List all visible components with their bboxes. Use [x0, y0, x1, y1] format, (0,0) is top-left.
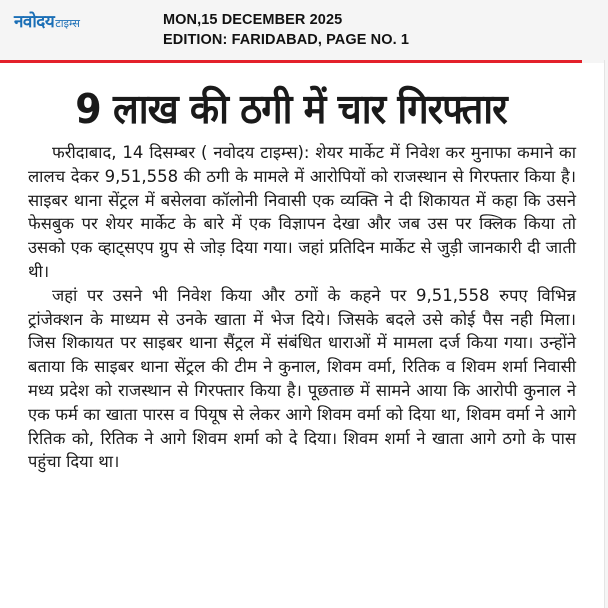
- article-clipping: [0, 63, 604, 608]
- publication-date: MON,15 DECEMBER 2025: [163, 12, 343, 28]
- article-paragraph: फरीदाबाद, 14 दिसम्बर ( नवोदय टाइम्स): शेयर मार्केट में निवेश कर मुनाफा कमाने का लालच देकर 9,51,558 की ठगी के मामले में आरोपियों को राजस्थान से गिरफ्तार किया है। साइबर थाना सेंट्रल में बसेलवा कॉलोनी निवासी एक व्यक्ति ने दी शिकायत में कहा कि उसने फेसबुक पर शेयर मार्केट के बारे में एक विज्ञापन देखा और जब उस पर क्लिक किया तो उसको एक व्हाट्सएप ग्रुप से जोड़ दिया गया। जहां प्रतिदिन मार्केट से जुड़ी जानकारी दी जाती थी।: [28, 143, 576, 281]
- logo-main-text: नवोदय: [14, 12, 55, 32]
- header-bar: [0, 0, 608, 60]
- newspaper-logo[interactable]: [14, 9, 80, 32]
- edition-info: EDITION: FARIDABAD, PAGE NO. 1: [163, 32, 410, 48]
- article-headline: 9 लाख की ठगी में चार गिरफ्तार: [75, 85, 507, 133]
- logo-sub-text: टाइम्स: [55, 17, 80, 30]
- edition-meta: [163, 10, 409, 50]
- article-paragraph: जहां पर उसने भी निवेश किया और ठगों के कहने पर 9,51,558 रुपए विभिन्न ट्रांजेक्शन के माध्यम से उनके खाता में भेज दिये। जिसके बदले उसे कोई पैस नही मिला। जिस शिकायत पर साइबर थाना सैंट्रल में संबंधित धाराओं में मामला दर्ज किया गया। उन्होंने बताया कि साइबर थाना सेंट्रल की टीम ने कुनाल, शिवम वर्मा, रितिक व शिवम शर्मा निवासी मध्य प्रदेश को राजस्थान से गिरफ्तार किया है। पूछताछ में सामने आया कि आरोपी कुनाल ने एक फर्म का खाता पारस व पियूष से लेकर आगे शिवम वर्मा को दिया था, शिवम वर्मा ने आगे रितिक को, रितिक ने आगे शिवम शर्मा को दे दिया। शिवम शर्मा ने खाता आगे ठगो के पास पहुंचा दिया था।: [28, 285, 576, 472]
- page-edge: [604, 60, 608, 608]
- article-body: [28, 141, 576, 474]
